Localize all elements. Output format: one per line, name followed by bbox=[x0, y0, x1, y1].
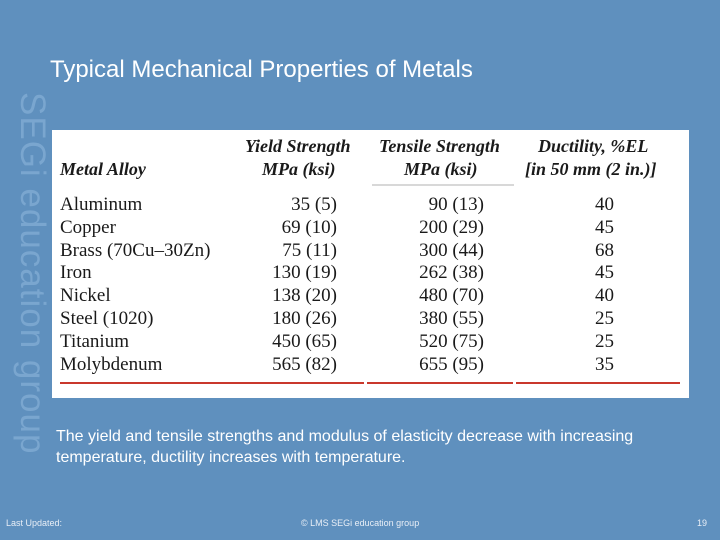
cell-ductility: 25 bbox=[595, 308, 614, 329]
cell-metal: Steel (1020) bbox=[60, 308, 154, 329]
slide-title: Typical Mechanical Properties of Metals bbox=[50, 56, 473, 83]
header-underline bbox=[372, 184, 514, 186]
cell-metal: Titanium bbox=[60, 331, 129, 352]
cell-yield: 69 (10) bbox=[281, 217, 337, 238]
cell-yield: 75 (11) bbox=[282, 240, 337, 261]
cell-metal: Aluminum bbox=[60, 194, 143, 215]
cell-tensile: 480 (70) bbox=[419, 285, 484, 306]
cell-ductility: 45 bbox=[595, 217, 614, 238]
slide-body-text: The yield and tensile strengths and modulus of elasticity decrease with increasing temperature, ductility increases with temperature. bbox=[56, 428, 634, 466]
bottom-rule-3 bbox=[516, 382, 680, 384]
bottom-rule-2 bbox=[367, 382, 513, 384]
cell-yield: 35 (5) bbox=[291, 194, 337, 215]
cell-tensile: 200 (29) bbox=[419, 217, 484, 238]
header-metal-alloy: Metal Alloy bbox=[60, 159, 146, 179]
cell-tensile: 520 (75) bbox=[419, 331, 484, 352]
cell-ductility: 40 bbox=[595, 285, 614, 306]
watermark bbox=[4, 92, 52, 455]
cell-yield: 180 (26) bbox=[272, 308, 337, 329]
properties-table bbox=[52, 130, 689, 398]
cell-metal: Nickel bbox=[60, 285, 111, 306]
footer-page-number: 19 bbox=[697, 518, 708, 528]
header-ductility-line1: Ductility, %EL bbox=[538, 136, 649, 156]
cell-metal: Brass (70Cu–30Zn) bbox=[60, 240, 211, 261]
cell-ductility: 35 bbox=[595, 354, 614, 375]
cell-metal: Iron bbox=[60, 262, 92, 283]
cell-ductility: 25 bbox=[595, 331, 614, 352]
footer-copyright: © LMS SEGi education group bbox=[301, 518, 420, 528]
cell-yield: 138 (20) bbox=[272, 285, 337, 306]
cell-tensile: 655 (95) bbox=[419, 354, 484, 375]
cell-tensile: 90 (13) bbox=[428, 194, 484, 215]
header-yield-line1: Yield Strength bbox=[245, 136, 351, 156]
cell-ductility: 45 bbox=[595, 262, 614, 283]
cell-metal: Molybdenum bbox=[60, 354, 163, 375]
cell-tensile: 380 (55) bbox=[419, 308, 484, 329]
header-tensile-line1: Tensile Strength bbox=[379, 136, 500, 156]
bottom-rule-1 bbox=[60, 382, 364, 384]
cell-yield: 565 (82) bbox=[272, 354, 337, 375]
watermark-text: SEGi education group bbox=[13, 92, 52, 455]
header-yield-line2: MPa (ksi) bbox=[262, 159, 336, 179]
footer-last-updated: Last Updated: bbox=[6, 518, 63, 528]
cell-tensile: 262 (38) bbox=[419, 262, 484, 283]
header-tensile-line2: MPa (ksi) bbox=[404, 159, 478, 179]
cell-metal: Copper bbox=[60, 217, 116, 238]
cell-ductility: 40 bbox=[595, 194, 614, 215]
header-ductility-line2: [in 50 mm (2 in.)] bbox=[525, 159, 657, 179]
cell-tensile: 300 (44) bbox=[419, 240, 484, 261]
cell-yield: 450 (65) bbox=[272, 331, 337, 352]
cell-ductility: 68 bbox=[595, 240, 614, 261]
cell-yield: 130 (19) bbox=[272, 262, 337, 283]
